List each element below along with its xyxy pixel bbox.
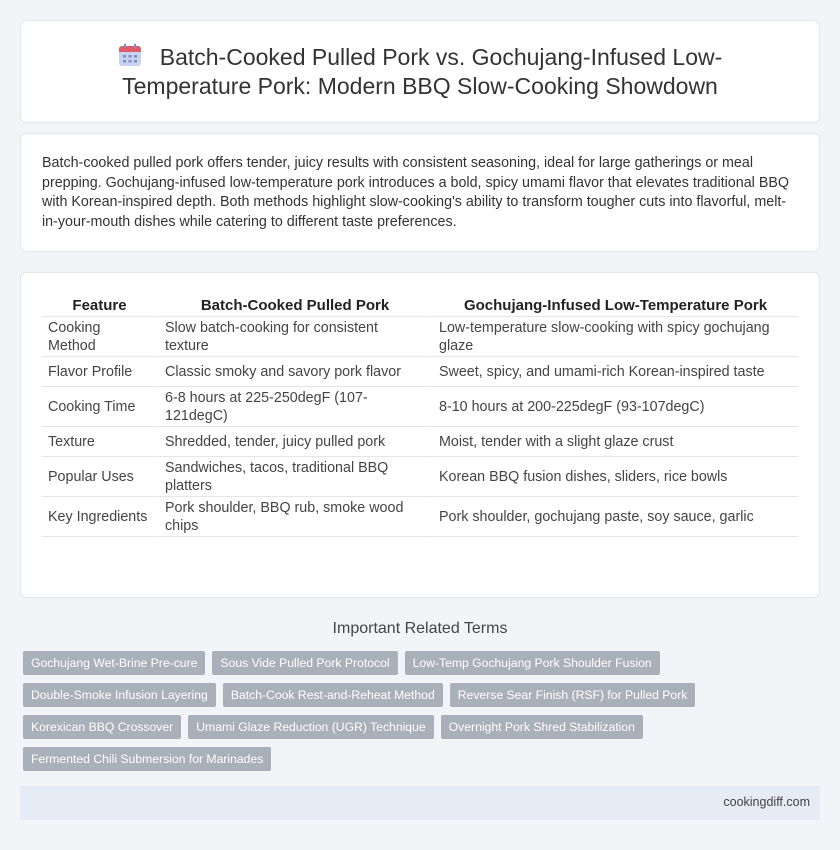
table-cell: Texture: [42, 427, 157, 457]
related-term-tag[interactable]: Double-Smoke Infusion Layering: [23, 683, 216, 707]
tag-row: [23, 715, 663, 739]
related-term-tag[interactable]: Fermented Chili Submersion for Marinades: [23, 747, 271, 771]
related-term-tag[interactable]: Reverse Sear Finish (RSF) for Pulled Pork: [450, 683, 696, 707]
column-header-gochujang: Gochujang-Infused Low-Temperature Pork: [431, 295, 798, 317]
table-cell: Sandwiches, tacos, traditional BBQ platters: [157, 457, 431, 497]
column-header-batch: Batch-Cooked Pulled Pork: [157, 295, 431, 317]
table-cell: Cooking Method: [42, 317, 157, 357]
intro-paragraph: Batch-cooked pulled pork offers tender, juicy results with consistent seasoning, ideal for large gatherings or meal prepping. Gochujang-infused low-temperature pork introduces a bold, spicy umami flavor that elevates traditional BBQ with Korean-inspired depth. Both methods highlight slow-cooking's ability to transform tougher cuts into flavorful, melt-in-your-mouth dishes while catering to different taste preferences.: [42, 155, 790, 230]
footer-site-link[interactable]: cookingdiff.com: [723, 795, 810, 809]
comparison-table: [42, 295, 798, 537]
table-cell: Slow batch-cooking for consistent texture: [157, 317, 431, 357]
table-cell: Key Ingredients: [42, 497, 157, 537]
title-card: [20, 20, 820, 123]
table-cell: Classic smoky and savory pork flavor: [157, 357, 431, 387]
table-cell: Low-temperature slow-cooking with spicy gochujang glaze: [431, 317, 798, 357]
related-term-tag[interactable]: Korexican BBQ Crossover: [23, 715, 181, 739]
table-cell: Popular Uses: [42, 457, 157, 497]
table-cell: Flavor Profile: [42, 357, 157, 387]
related-term-tag[interactable]: Batch-Cook Rest-and-Reheat Method: [223, 683, 443, 707]
related-terms-heading: Important Related Terms: [332, 620, 508, 637]
intro-card: [20, 133, 820, 252]
table-cell: 8-10 hours at 200-225degF (93-107degC): [431, 387, 798, 427]
table-row: [42, 387, 798, 427]
table-cell: Cooking Time: [42, 387, 157, 427]
table-header-row: [42, 295, 798, 317]
column-header-feature: Feature: [42, 295, 157, 317]
comparison-card: [20, 272, 820, 598]
table-cell: Moist, tender with a slight glaze crust: [431, 427, 798, 457]
footer: [20, 786, 820, 820]
table-row: [42, 497, 798, 537]
related-terms-list: [23, 651, 688, 779]
table-cell: Shredded, tender, juicy pulled pork: [157, 427, 431, 457]
tag-row: [23, 747, 663, 771]
tag-row: [23, 683, 688, 707]
table-cell: Korean BBQ fusion dishes, sliders, rice bowls: [431, 457, 798, 497]
table-cell: Pork shoulder, gochujang paste, soy sauce, garlic: [431, 497, 798, 537]
table-cell: Pork shoulder, BBQ rub, smoke wood chips: [157, 497, 431, 537]
table-row: [42, 357, 798, 387]
tag-row: [23, 651, 663, 675]
related-term-tag[interactable]: Umami Glaze Reduction (UGR) Technique: [188, 715, 433, 739]
related-term-tag[interactable]: Overnight Pork Shred Stabilization: [441, 715, 643, 739]
related-term-tag[interactable]: Low-Temp Gochujang Pork Shoulder Fusion: [405, 651, 660, 675]
page-title-text: Batch-Cooked Pulled Pork vs. Gochujang-Infused Low-Temperature Pork: Modern BBQ Slow-Cooking Showdown: [122, 44, 723, 99]
table-row: [42, 317, 798, 357]
table-cell: Sweet, spicy, and umami-rich Korean-inspired taste: [431, 357, 798, 387]
related-term-tag[interactable]: Gochujang Wet-Brine Pre-cure: [23, 651, 205, 675]
table-row: [42, 457, 798, 497]
page-title: [61, 43, 779, 101]
related-term-tag[interactable]: Sous Vide Pulled Pork Protocol: [212, 651, 397, 675]
table-row: [42, 427, 798, 457]
calendar-icon: [118, 43, 142, 67]
table-cell: 6-8 hours at 225-250degF (107-121degC): [157, 387, 431, 427]
